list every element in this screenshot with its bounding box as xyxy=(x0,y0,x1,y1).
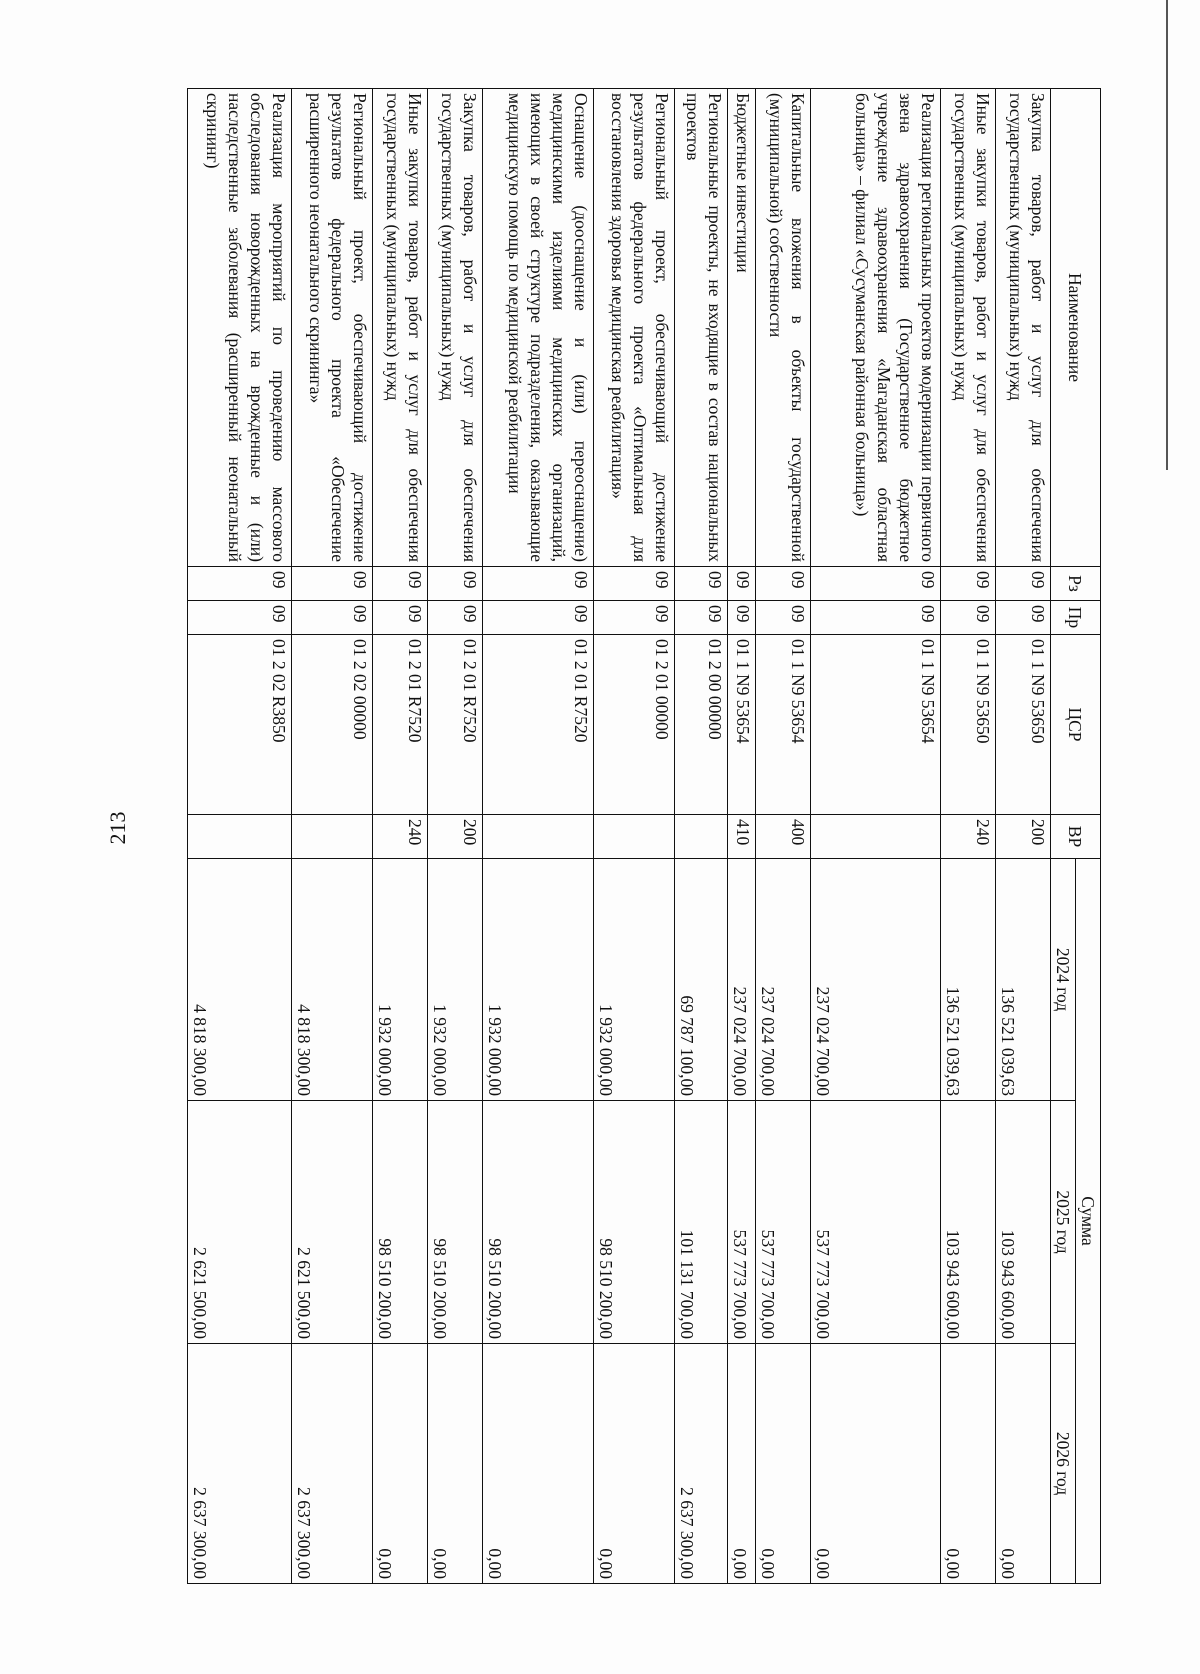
row-csr: 01 2 01 R7520 xyxy=(483,635,593,815)
header-2025: 2025 год xyxy=(1051,1101,1076,1344)
row-vr xyxy=(593,815,675,859)
row-vr: 410 xyxy=(728,815,756,859)
header-rz: Рз xyxy=(1051,567,1101,601)
table-row xyxy=(188,89,292,1584)
header-csr: ЦСР xyxy=(1051,635,1101,815)
row-name: Региональный проект, обеспечивающий достижение результатов федерального проекта «Обеспечение расширенного неонатального скрининга» xyxy=(291,89,373,567)
row-vr xyxy=(188,815,292,859)
row-sum-2025: 2 621 500,00 xyxy=(291,1101,373,1344)
row-sum-2025: 2 621 500,00 xyxy=(188,1101,292,1344)
row-csr: 01 1 N9 53654 xyxy=(728,635,756,815)
row-rz: 09 xyxy=(483,567,593,601)
header-sum: Сумма xyxy=(1076,859,1101,1584)
row-sum-2024: 4 818 300,00 xyxy=(291,859,373,1101)
header-2026: 2026 год xyxy=(1051,1344,1076,1584)
row-name: Реализация мероприятий по проведению массового обследования новорожденных на врожденные и (или) наследственные заболевания (расширенный неонатальный скрининг) xyxy=(188,89,292,567)
row-sum-2025: 537 773 700,00 xyxy=(728,1101,756,1344)
table-row xyxy=(675,89,728,1584)
row-vr xyxy=(675,815,728,859)
table-row xyxy=(593,89,675,1584)
row-rz: 09 xyxy=(810,567,940,601)
row-sum-2025: 537 773 700,00 xyxy=(755,1101,810,1344)
header-vr: ВР xyxy=(1051,815,1101,859)
row-name: Региональные проекты, не входящие в состав национальных проектов xyxy=(675,89,728,567)
row-sum-2026: 0,00 xyxy=(483,1344,593,1584)
row-name: Оснащение (дооснащение и (или) переоснащение) медицинскими изделиями медицинских организаций, имеющих в своей структуре подразделения, оказывающие медицинскую помощь по медицинской реабилитации xyxy=(483,89,593,567)
row-name: Иные закупки товаров, работ и услуг для обеспечения государственных (муниципальных) нужд xyxy=(940,89,995,567)
row-vr xyxy=(810,815,940,859)
table-row xyxy=(373,89,428,1584)
row-vr: 240 xyxy=(940,815,995,859)
row-pr: 09 xyxy=(755,601,810,635)
row-rz: 09 xyxy=(995,567,1050,601)
table-row xyxy=(940,89,995,1584)
page-number: 213 xyxy=(105,811,130,845)
header-2024: 2024 год xyxy=(1051,859,1076,1101)
row-rz: 09 xyxy=(188,567,292,601)
row-name: Реализация региональных проектов модернизации первичного звена здравоохранения (Государственное бюджетное учреждение здравоохранения «Магаданская областная больница» – филиал «Сусуманская районная больница») xyxy=(810,89,940,567)
row-sum-2024: 1 932 000,00 xyxy=(483,859,593,1101)
row-sum-2024: 1 932 000,00 xyxy=(428,859,483,1101)
row-pr: 09 xyxy=(483,601,593,635)
row-sum-2026: 2 637 300,00 xyxy=(188,1344,292,1584)
header-name: Наименование xyxy=(1051,89,1101,567)
table-row xyxy=(291,89,373,1584)
row-pr: 09 xyxy=(291,601,373,635)
row-sum-2026: 2 637 300,00 xyxy=(675,1344,728,1584)
row-csr: 01 2 01 R7520 xyxy=(373,635,428,815)
budget-table xyxy=(187,88,1101,1584)
row-sum-2026: 0,00 xyxy=(428,1344,483,1584)
row-sum-2025: 101 131 700,00 xyxy=(675,1101,728,1344)
row-sum-2026: 0,00 xyxy=(755,1344,810,1584)
row-csr: 01 2 02 R3850 xyxy=(188,635,292,815)
row-sum-2026: 0,00 xyxy=(810,1344,940,1584)
row-sum-2025: 103 943 600,00 xyxy=(940,1101,995,1344)
row-vr xyxy=(291,815,373,859)
row-rz: 09 xyxy=(940,567,995,601)
row-sum-2026: 0,00 xyxy=(728,1344,756,1584)
row-csr: 01 1 N9 53650 xyxy=(940,635,995,815)
table-row xyxy=(755,89,810,1584)
header-pr: Пр xyxy=(1051,601,1101,635)
row-csr: 01 1 N9 53650 xyxy=(995,635,1050,815)
table-row xyxy=(995,89,1050,1584)
rotated-table-container xyxy=(187,88,1101,1583)
row-pr: 09 xyxy=(728,601,756,635)
row-pr: 09 xyxy=(940,601,995,635)
row-sum-2024: 237 024 700,00 xyxy=(728,859,756,1101)
row-pr: 09 xyxy=(593,601,675,635)
row-csr: 01 1 N9 53654 xyxy=(810,635,940,815)
row-name: Закупка товаров, работ и услуг для обеспечения государственных (муниципальных) нужд xyxy=(995,89,1050,567)
row-vr: 240 xyxy=(373,815,428,859)
table-row xyxy=(483,89,593,1584)
row-name: Закупка товаров, работ и услуг для обеспечения государственных (муниципальных) нужд xyxy=(428,89,483,567)
row-vr: 200 xyxy=(995,815,1050,859)
row-rz: 09 xyxy=(593,567,675,601)
row-csr: 01 1 N9 53654 xyxy=(755,635,810,815)
row-sum-2025: 98 510 200,00 xyxy=(373,1101,428,1344)
scan-edge-line xyxy=(1166,0,1168,470)
row-sum-2024: 237 024 700,00 xyxy=(810,859,940,1101)
row-csr: 01 2 02 00000 xyxy=(291,635,373,815)
table-body xyxy=(188,89,1051,1584)
row-name: Капитальные вложения в объекты государственной (муниципальной) собственности xyxy=(755,89,810,567)
table-row xyxy=(728,89,756,1584)
row-name: Иные закупки товаров, работ и услуг для обеспечения государственных (муниципальных) нужд xyxy=(373,89,428,567)
row-sum-2026: 2 637 300,00 xyxy=(291,1344,373,1584)
row-sum-2024: 136 521 039,63 xyxy=(940,859,995,1101)
row-rz: 09 xyxy=(755,567,810,601)
row-vr: 400 xyxy=(755,815,810,859)
row-sum-2025: 103 943 600,00 xyxy=(995,1101,1050,1344)
row-sum-2024: 1 932 000,00 xyxy=(593,859,675,1101)
row-sum-2026: 0,00 xyxy=(940,1344,995,1584)
row-sum-2025: 98 510 200,00 xyxy=(428,1101,483,1344)
row-name: Бюджетные инвестиции xyxy=(728,89,756,567)
row-rz: 09 xyxy=(373,567,428,601)
row-pr: 09 xyxy=(995,601,1050,635)
row-sum-2024: 4 818 300,00 xyxy=(188,859,292,1101)
row-pr: 09 xyxy=(188,601,292,635)
row-sum-2024: 237 024 700,00 xyxy=(755,859,810,1101)
row-name: Региональный проект, обеспечивающий достижение результатов федерального проекта «Оптимальная для восстановления здоровья медицинская реабилитация» xyxy=(593,89,675,567)
row-csr: 01 2 00 00000 xyxy=(675,635,728,815)
row-sum-2026: 0,00 xyxy=(373,1344,428,1584)
row-rz: 09 xyxy=(675,567,728,601)
row-sum-2024: 1 932 000,00 xyxy=(373,859,428,1101)
row-sum-2025: 98 510 200,00 xyxy=(593,1101,675,1344)
row-rz: 09 xyxy=(728,567,756,601)
row-csr: 01 2 01 00000 xyxy=(593,635,675,815)
row-vr xyxy=(483,815,593,859)
row-sum-2025: 537 773 700,00 xyxy=(810,1101,940,1344)
row-pr: 09 xyxy=(675,601,728,635)
row-pr: 09 xyxy=(373,601,428,635)
row-sum-2026: 0,00 xyxy=(995,1344,1050,1584)
row-pr: 09 xyxy=(810,601,940,635)
row-csr: 01 2 01 R7520 xyxy=(428,635,483,815)
table-row xyxy=(428,89,483,1584)
row-sum-2026: 0,00 xyxy=(593,1344,675,1584)
row-rz: 09 xyxy=(428,567,483,601)
row-pr: 09 xyxy=(428,601,483,635)
row-sum-2025: 98 510 200,00 xyxy=(483,1101,593,1344)
row-rz: 09 xyxy=(291,567,373,601)
row-sum-2024: 69 787 100,00 xyxy=(675,859,728,1101)
table-row xyxy=(810,89,940,1584)
row-vr: 200 xyxy=(428,815,483,859)
row-sum-2024: 136 521 039,63 xyxy=(995,859,1050,1101)
